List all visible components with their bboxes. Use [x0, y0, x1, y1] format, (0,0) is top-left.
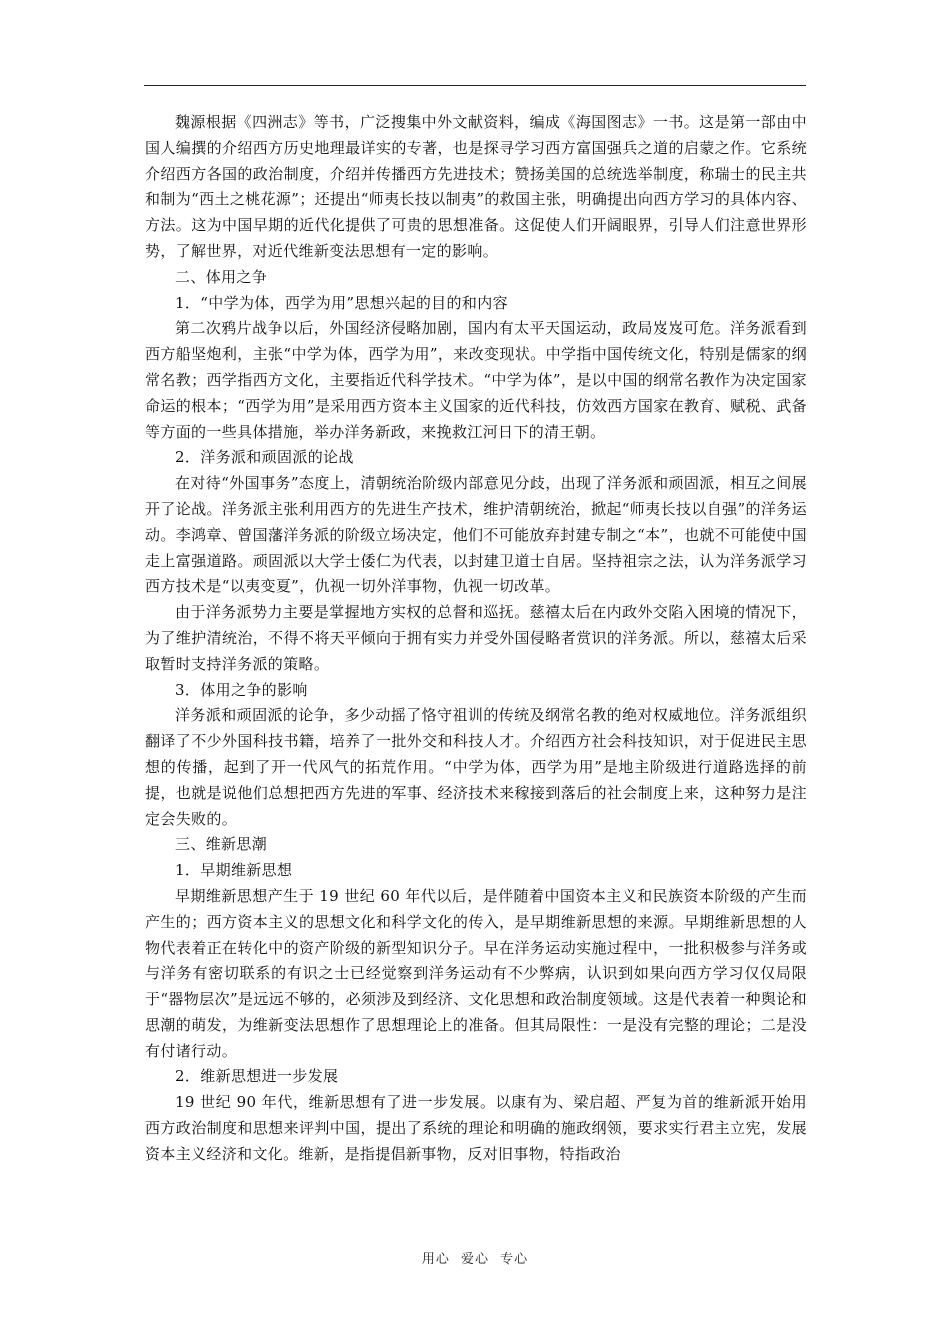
section-heading: 三、维新思潮 — [175, 835, 268, 854]
paragraph: 在对待“外国事务”态度上，清朝统治阶级内部意见分歧，出现了洋务派和顽固派，相互之间展开了论战。洋务派主张利用西方的先进生产技术，维护清朝统治，掀起“师夷长技以自强”的洋务运动。李鸿章、曾国藩洋务派的阶级立场决定，他们不可能放弃封建专制之“本”，也就不可能使中国走上富强道路。顽固派以大学士倭仁为代表，以封建卫道士自居。坚持祖宗之法，认为洋务派学习西方技术是“以夷变夏”，仇视一切外洋事物，仇视一切改革。 — [145, 474, 807, 596]
subsection-heading: 1．“中学为体，西学为用”思想兴起的目的和内容 — [175, 293, 508, 312]
document-body — [145, 110, 807, 1168]
subsection-heading: 2．洋务派和顽固派的论战 — [175, 448, 354, 467]
page-footer: 用心 爱心 专心 — [421, 1252, 529, 1267]
paragraph: 魏源根据《四洲志》等书，广泛搜集中外文献资料，编成《海国图志》一书。这是第一部由中国人编撰的介绍西方历史地理最详实的专著，也是探寻学习西方富国强兵之道的启蒙之作。它系统介绍西方各国的政治制度，介绍并传播西方先进技术；赞扬美国的总统选举制度，称瑞士的民主共和制为“西土之桃花源”；还提出“师夷长技以制夷”的救国主张，明确提出向西方学习的具体内容、方法。这为中国早期的近代化提供了可贵的思想准备。这促使人们开阔眼界，引导人们注意世界形势，了解世界，对近代维新变法思想有一定的影响。 — [145, 113, 807, 260]
header-rule — [144, 85, 806, 86]
paragraph: 早期维新思想产生于 19 世纪 60 年代以后，是伴随着中国资本主义和民族资本阶级的产生而产生的；西方资本主义的思想文化和科学文化的传入，是早期维新思想的来源。早期维新思想的人物代表着正在转化中的资产阶级的新型知识分子。早在洋务运动实施过程中，一批积极参与洋务或与洋务有密切联系的有识之士已经觉察到洋务运动有不少弊病，认识到如果向西方学习仅仅局限于“器物层次”是远远不够的，必须涉及到经济、文化思想和政治制度领域。这是代表着一种舆论和思潮的萌发，为维新变法思想作了思想理论上的准备。但其局限性：一是没有完整的理论；二是没有付诸行动。 — [145, 886, 807, 1060]
section-heading: 二、体用之争 — [175, 267, 268, 286]
subsection-heading: 2．维新思想进一步发展 — [175, 1067, 339, 1086]
subsection-heading: 3．体用之争的影响 — [175, 680, 308, 699]
paragraph: 第二次鸦片战争以后，外国经济侵略加剧，国内有太平天国运动，政局岌岌可危。洋务派看到西方船坚炮利，主张“中学为体，西学为用”，来改变现状。中学指中国传统文化，特别是儒家的纲常名教；西学指西方文化，主要指近代科学技术。“中学为体”，是以中国的纲常名教作为决定国家命运的根本；“西学为用”是采用西方资本主义国家的近代科技，仿效西方国家在教育、赋税、武备等方面的一些具体措施，举办洋务新政，来挽救江河日下的清王朝。 — [145, 319, 807, 441]
paragraph: 洋务派和顽固派的论争，多少动摇了恪守祖训的传统及纲常名教的绝对权威地位。洋务派组织翻译了不少外国科技书籍，培养了一批外交和科技人才。介绍西方社会科技知识，对于促进民主思想的传播，起到了开一代风气的拓荒作用。“中学为体，西学为用”是地主阶级进行道路选择的前提，也就是说他们总想把西方先进的军事、经济技术来稼接到落后的社会制度上来，这种努力是注定会失败的。 — [145, 706, 807, 828]
paragraph: 19 世纪 90 年代，维新思想有了进一步发展。以康有为、梁启超、严复为首的维新派开始用西方政治制度和思想来评判中国，提出了系统的理论和明确的施政纲领，要求实行君主立宪，发展资本主义经济和文化。维新，是指提倡新事物，反对旧事物，特指政治 — [145, 1093, 807, 1163]
subsection-heading: 1．早期维新思想 — [175, 861, 293, 880]
paragraph: 由于洋务派势力主要是掌握地方实权的总督和巡抚。慈禧太后在内政外交陷入困境的情况下，为了维护清统治，不得不将天平倾向于拥有实力并受外国侵略者赏识的洋务派。所以，慈禧太后采取暂时支持洋务派的策略。 — [145, 603, 807, 673]
